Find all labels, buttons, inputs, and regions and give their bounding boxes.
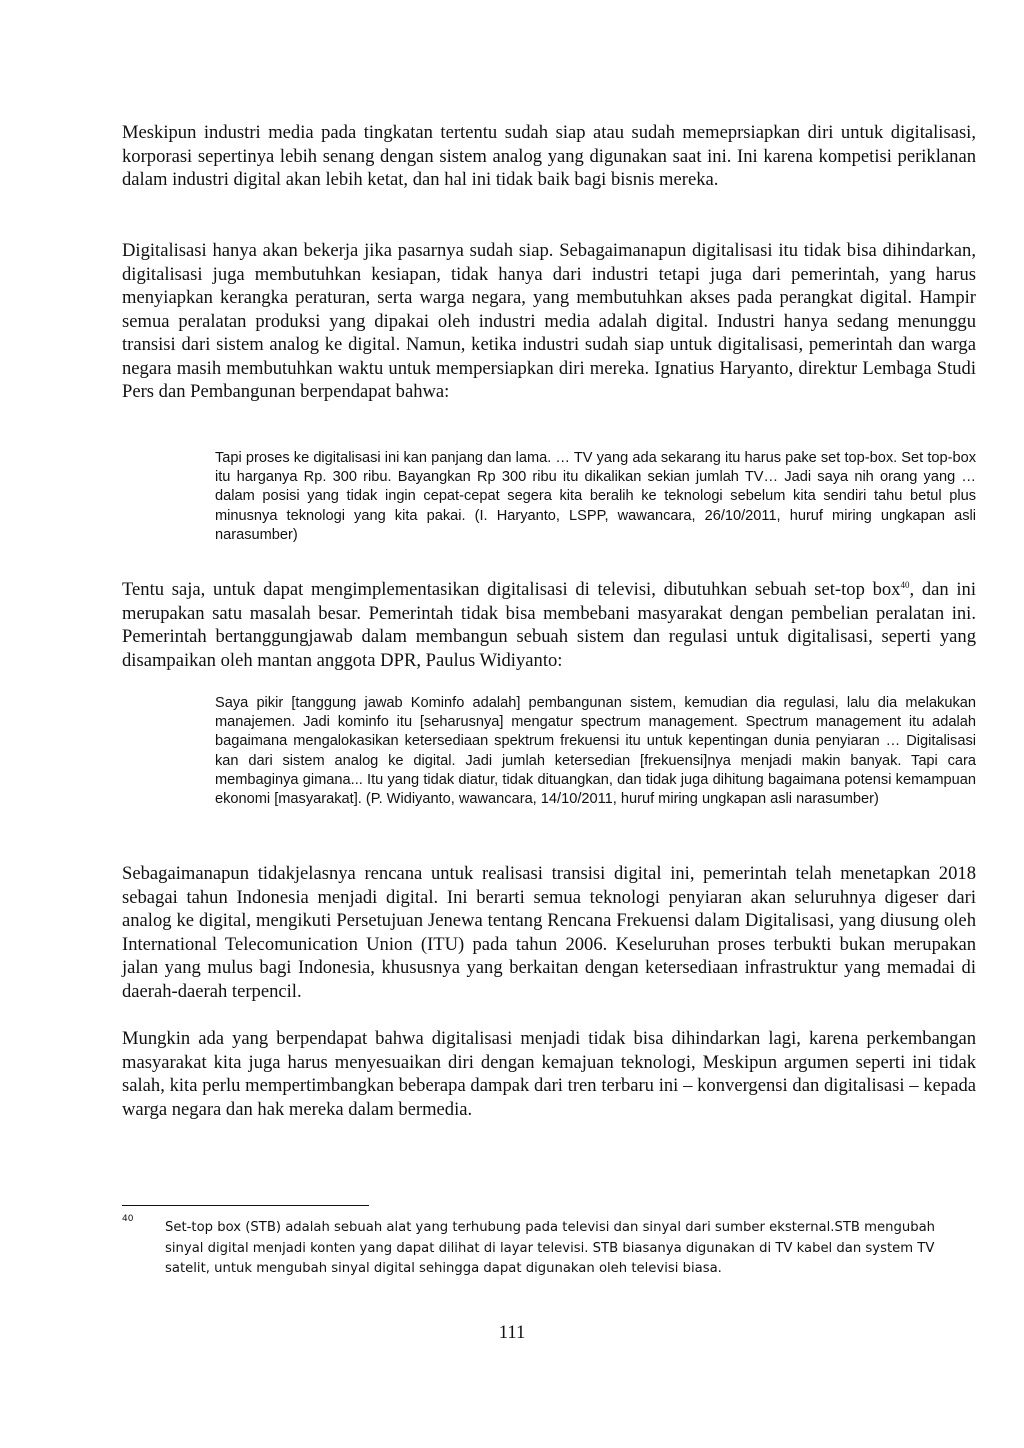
paragraph-3-lead: Tentu saja, untuk dapat mengimplementasikan digitalisasi di televisi, dibutuhkan sebuah set-top box bbox=[122, 579, 901, 600]
footnote-reference[interactable]: 40 bbox=[900, 579, 910, 590]
paragraph-4: Sebagaimanapun tidakjelasnya rencana untuk realisasi transisi digital ini, pemerintah telah menetapkan 2018 sebagai tahun Indonesia menjadi digital. Ini berarti semua teknologi penyiaran akan seluruhnya digeser dari analog ke digital, mengikuti Persetujuan Jenewa tentang Rencana Frekuensi dalam Digitalisasi, yang diusung oleh International Telecomunication Union (ITU) pada tahun 2006. Keseluruhan proses terbukti bukan merupakan jalan yang mulus bagi Indonesia, khususnya yang berkaitan dengan ketersediaan infrastruktur yang memadai di daerah-daerah terpencil. bbox=[122, 863, 976, 1002]
blockquote-widiyanto: Saya pikir [tanggung jawab Kominfo adalah] pembangunan sistem, kemudian dia regulasi, lalu dia melakukan manajemen. Jadi kominfo itu [seharusnya] mengatur spectrum management. Spectrum management itu adalah bagaimana mengalokasikan ketersediaan spektrum frekuensi itu untuk kepentingan dunia penyiaran … Digitalisasi kan dari sistem analog ke digital. Jadi jumlah ketersedian [frekuensi]nya menjadi makin banyak. Tapi cara membaginya gimana... Itu yang tidak diatur, tidak dituangkan, dan tidak juga dihitung bagaimana potensi kemampuan ekonomi [masyarakat]. (P. Widiyanto, wawancara, 14/10/2011, huruf miring ungkapan asli narasumber) bbox=[215, 695, 976, 808]
footnote-text: Set-top box (STB) adalah sebuah alat yang terhubung pada televisi dan sinyal dari sumber eksternal.STB mengubah sinyal digital menjadi konten yang dapat dilihat di layar televisi. STB biasanya digunakan di TV kabel dan system TV satelit, untuk mengubah sinyal digital sehingga dapat digunakan oleh televisi biasa. bbox=[165, 1220, 936, 1276]
paragraph-3: Tentu saja, untuk dapat mengimplementasikan digitalisasi di televisi, dibutuhkan sebuah set-top box$^{40}$, dan ini merupakan satu masalah besar. Pemerintah tidak bisa membebani masyarakat dengan pembelian peralatan ini. Pemerintah bertanggungjawab dalam membangun sebuah sistem dan regulasi untuk digitalisasi, seperti yang disampaikan oleh mantan anggota DPR, Paulus Widiyanto: bbox=[122, 579, 977, 671]
footnote-marker: 40 bbox=[122, 1214, 134, 1224]
page-number: 111 bbox=[498, 1322, 526, 1343]
paragraph-1: Meskipun industri media pada tingkatan tertentu sudah siap atau sudah memeprsiapkan diri untuk digitalisasi, korporasi sepertinya lebih senang dengan sistem analog yang digunakan saat ini. Ini karena kompetisi periklanan dalam industri digital akan lebih ketat, dan hal ini tidak baik bagi bisnis mereka. bbox=[122, 122, 976, 190]
footnote-separator bbox=[122, 1205, 369, 1206]
paragraph-2: Digitalisasi hanya akan bekerja jika pasarnya sudah siap. Sebagaimanapun digitalisasi itu tidak bisa dihindarkan, digitalisasi juga membutuhkan kesiapan, tidak hanya dari industri tetapi juga dari pemerintah, yang harus menyiapkan kerangka peraturan, serta warga negara, yang membutuhkan akses pada perangkat digital. Hampir semua peralatan produksi yang dipakai oleh industri media adalah digital. Industri hanya sedang menunggu transisi dari sistem analog ke digital. Namun, ketika industri sudah siap untuk digitalisasi, pemerintah dan warga negara masih membutuhkan waktu untuk mempersiapkan diri mereka. Ignatius Haryanto, direktur Lembaga Studi Pers dan Pembangunan berpendapat bahwa: bbox=[122, 240, 976, 402]
paragraph-5: Mungkin ada yang berpendapat bahwa digitalisasi menjadi tidak bisa dihindarkan lagi, karena perkembangan masyarakat kita juga harus menyesuaikan diri dengan kemajuan teknologi, Meskipun argumen seperti ini tidak salah, kita perlu mempertimbangkan beberapa dampak dari tren terbaru ini – konvergensi dan digitalisasi – kepada warga negara dan hak mereka dalam bermedia. bbox=[122, 1028, 976, 1120]
blockquote-haryanto: Tapi proses ke digitalisasi ini kan panjang dan lama. … TV yang ada sekarang itu harus pake set top-box. Set top-box itu harganya Rp. 300 ribu. Bayangkan Rp 300 ribu itu dikalikan sekian jumlah TV… Jadi saya nih orang yang … dalam posisi yang tidak ingin cepat-cepat segera kita beralih ke teknologi sebelum kita sendiri tahu betul plus minusnya teknologi yang kita pakai. (I. Haryanto, LSPP, wawancara, 26/10/2011, huruf miring ungkapan asli narasumber) bbox=[215, 450, 976, 543]
paragraph-3-rest: dan ini merupakan satu masalah besar. Pemerintah tidak bisa membebani masyarakat dengan pembelian peralatan ini. Pemerintah bertanggungjawab dalam membangun sebuah sistem dan regulasi untuk digitalisasi, seperti yang disampaikan oleh mantan anggota DPR, Paulus Widiyanto: bbox=[122, 579, 977, 671]
